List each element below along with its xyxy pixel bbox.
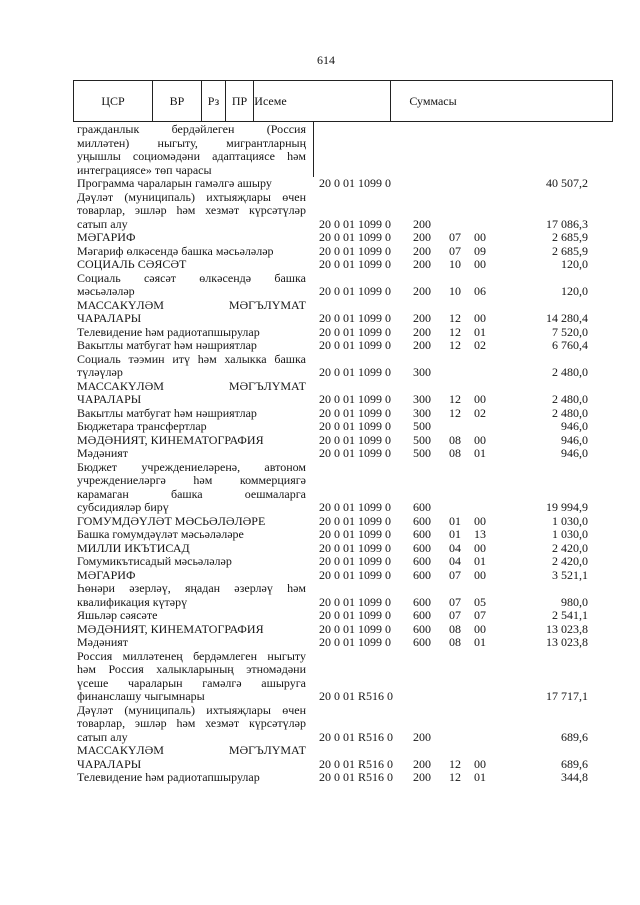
row-name-line: товарлар, эшләр һәм хезмәт күрсәтүләр	[77, 716, 306, 730]
table-row	[0, 650, 640, 704]
table-row	[0, 177, 640, 191]
row-section-code: 07	[449, 230, 461, 244]
row-section-code: 12	[449, 405, 461, 420]
row-vr-code: 600	[413, 554, 431, 568]
row-vr-code: 600	[413, 635, 431, 649]
row-csr-code: 20 0 01 1099 0	[319, 567, 391, 582]
row-name-line: Мәгариф өлкәсендә башка мәсьәләләр	[77, 243, 274, 258]
row-amount: 980,0	[561, 594, 588, 609]
row-amount: 1 030,0	[552, 513, 588, 528]
row-name	[77, 339, 306, 353]
row-name-line: Мәдәният	[77, 635, 129, 649]
row-name-line: ЧАРАЛАРЫ	[77, 392, 142, 406]
row-amount: 13 023,8	[546, 635, 588, 649]
row-name-line: һәм Россия халыкларының этномәдәни	[77, 662, 306, 676]
table-row	[0, 623, 640, 637]
table-row	[0, 609, 640, 623]
row-amount: 946,0	[561, 432, 588, 447]
row-name	[77, 542, 306, 556]
row-name	[77, 515, 306, 529]
row-csr-code: 20 0 01 1099 0	[319, 635, 391, 649]
row-vr-code: 600	[413, 527, 431, 541]
row-name-line: интеграциясе» төп чарасы	[77, 162, 212, 177]
row-vr-code: 600	[413, 594, 431, 609]
row-name	[77, 623, 306, 637]
row-name	[77, 231, 306, 245]
row-subsection-code: 09	[474, 243, 486, 258]
row-csr-code: 20 0 01 1099 0	[319, 230, 391, 244]
row-name-line: финанслашу чыгымнары	[77, 689, 205, 703]
row-vr-code: 200	[413, 324, 431, 339]
table-row	[0, 407, 640, 421]
row-amount: 689,6	[561, 756, 588, 771]
row-vr-code: 500	[413, 446, 431, 460]
row-csr-code: 20 0 01 R516 0	[319, 756, 394, 771]
table-header	[73, 80, 613, 122]
row-amount: 2 480,0	[552, 405, 588, 420]
header-csr: ЦСР	[74, 81, 153, 121]
row-section-code: 12	[449, 770, 461, 784]
row-subsection-code: 02	[474, 338, 486, 352]
row-name	[77, 447, 306, 461]
row-name-line: үсеше чараларын гамәлгә ашыруга	[77, 675, 306, 690]
table-row	[0, 461, 640, 515]
row-amount: 946,0	[561, 446, 588, 460]
row-name	[77, 555, 306, 569]
row-name-line: Бюджетара трансфертлар	[77, 419, 207, 433]
row-vr-code: 200	[413, 770, 431, 784]
row-vr-code: 600	[413, 567, 431, 582]
row-section-code: 10	[449, 284, 461, 298]
header-pr: ПР	[226, 81, 254, 121]
row-section-code: 08	[449, 432, 461, 447]
table-row	[0, 771, 640, 785]
row-name	[77, 609, 306, 623]
row-section-code: 04	[449, 540, 461, 555]
table-row	[0, 515, 640, 529]
row-amount: 2 541,1	[552, 608, 588, 622]
row-csr-code: 20 0 01 1099 0	[319, 284, 391, 298]
row-name-line: МӘГАРИФ	[77, 230, 136, 244]
row-name-line: Яшьләр сәясәте	[77, 608, 158, 622]
row-csr-code: 20 0 01 1099 0	[319, 554, 391, 568]
row-amount: 120,0	[561, 257, 588, 271]
table-row	[0, 272, 640, 299]
row-section-code: 12	[449, 324, 461, 339]
row-section-code: 12	[449, 392, 461, 406]
row-subsection-code: 00	[474, 567, 486, 582]
row-name	[77, 434, 306, 448]
row-csr-code: 20 0 01 R516 0	[319, 689, 394, 703]
row-name-line: Һөнәри әзерләү, яңадан әзерләү һәм	[77, 581, 306, 595]
row-vr-code: 300	[413, 365, 431, 379]
row-name	[77, 272, 306, 299]
row-name-line: Социаль сәясәт өлкәсендә башка	[77, 270, 306, 285]
row-name-line: Программа чараларын гамәлгә ашыру	[77, 176, 272, 190]
row-name	[77, 191, 306, 232]
row-subsection-code: 00	[474, 621, 486, 636]
table-body	[0, 123, 640, 785]
row-name-line: ЧАРАЛАРЫ	[77, 756, 142, 771]
row-name-line: Вакытлы матбугат һәм нәшриятлар	[77, 338, 257, 352]
row-name-line: Социаль тәэмин итү һәм халыкка башка	[77, 351, 306, 366]
row-subsection-code: 00	[474, 756, 486, 771]
row-subsection-code: 01	[474, 770, 486, 784]
row-vr-code: 500	[413, 419, 431, 433]
row-amount: 14 280,4	[546, 311, 588, 325]
row-name-line: Россия милләтенең бердәмлеген ныгыту	[77, 648, 306, 663]
row-csr-code: 20 0 01 R516 0	[319, 770, 394, 784]
row-subsection-code: 00	[474, 257, 486, 271]
row-subsection-code: 00	[474, 513, 486, 528]
row-name	[77, 407, 306, 421]
row-name	[77, 245, 306, 259]
row-csr-code: 20 0 01 1099 0	[319, 594, 391, 609]
row-amount: 1 030,0	[552, 527, 588, 541]
row-name-line: МАССАКҮЛӘМ МӘГЪЛҮМАТ	[77, 743, 306, 757]
row-name	[77, 744, 306, 771]
row-name	[77, 326, 306, 340]
row-name-line: Дәүләт (муниципаль) ихтыяҗлары өчен	[77, 702, 306, 717]
row-subsection-code: 13	[474, 527, 486, 541]
row-amount: 40 507,2	[546, 176, 588, 190]
table-row	[0, 339, 640, 353]
row-csr-code: 20 0 01 1099 0	[319, 324, 391, 339]
table-row	[0, 191, 640, 232]
row-name-line: Вакытлы матбугат һәм нәшриятлар	[77, 405, 257, 420]
header-vr: ВР	[153, 81, 202, 121]
page-number: 614	[317, 53, 335, 67]
row-name	[77, 569, 306, 583]
row-csr-code: 20 0 01 1099 0	[319, 608, 391, 622]
row-vr-code: 200	[413, 284, 431, 298]
row-subsection-code: 01	[474, 554, 486, 568]
row-amount: 3 521,1	[552, 567, 588, 582]
row-subsection-code: 00	[474, 540, 486, 555]
row-name	[77, 528, 306, 542]
row-name	[77, 299, 306, 326]
row-section-code: 04	[449, 554, 461, 568]
row-subsection-code: 06	[474, 284, 486, 298]
row-name-line: субсидияләр бирү	[77, 500, 169, 514]
table-row	[0, 704, 640, 745]
row-section-code: 10	[449, 257, 461, 271]
row-vr-code: 200	[413, 756, 431, 771]
row-name-line: СОЦИАЛЬ СӘЯСӘТ	[77, 257, 187, 271]
table-row	[0, 582, 640, 609]
row-name-line: МАССАКҮЛӘМ МӘГЪЛҮМАТ	[77, 378, 306, 393]
table-row	[0, 326, 640, 340]
row-csr-code: 20 0 01 1099 0	[319, 365, 391, 379]
row-subsection-code: 05	[474, 594, 486, 609]
row-name-line: уңышлы социомәдәни адаптациясе һәм	[77, 149, 306, 163]
row-name-line: Дәүләт (муниципаль) ихтыяҗлары өчен	[77, 189, 306, 204]
row-vr-code: 300	[413, 392, 431, 406]
row-section-code: 08	[449, 446, 461, 460]
row-amount: 6 760,4	[552, 338, 588, 352]
table-row	[0, 434, 640, 448]
table-row	[0, 636, 640, 650]
row-name-line: ЧАРАЛАРЫ	[77, 311, 142, 325]
row-name-line: Бюджет учреждениеләренә, автоном	[77, 459, 306, 474]
row-amount: 13 023,8	[546, 621, 588, 636]
row-section-code: 07	[449, 594, 461, 609]
row-name-line: карамаган башка оешмаларга	[77, 486, 306, 501]
row-vr-code: 600	[413, 540, 431, 555]
row-name	[77, 771, 306, 785]
row-amount: 17 086,3	[546, 216, 588, 231]
table-row	[0, 447, 640, 461]
row-subsection-code: 00	[474, 230, 486, 244]
row-name-line: учреждениеләргә һәм коммерциягә	[77, 473, 306, 487]
row-vr-code: 600	[413, 608, 431, 622]
row-vr-code: 500	[413, 432, 431, 447]
row-amount: 689,6	[561, 729, 588, 744]
row-name	[77, 582, 306, 609]
row-subsection-code: 01	[474, 324, 486, 339]
row-section-code: 07	[449, 567, 461, 582]
row-name-line: квалификация күтәрү	[77, 594, 188, 609]
table-row	[0, 245, 640, 259]
row-name-line: сатып алу	[77, 216, 128, 231]
row-vr-code: 600	[413, 500, 431, 514]
row-csr-code: 20 0 01 1099 0	[319, 432, 391, 447]
table-row	[0, 528, 640, 542]
row-name-line: сатып алу	[77, 729, 128, 744]
table-row	[0, 231, 640, 245]
row-section-code: 07	[449, 243, 461, 258]
row-name-line: МӘДӘНИЯТ, КИНЕМАТОГРАФИЯ	[77, 432, 264, 447]
row-name	[77, 461, 306, 515]
table-row	[0, 569, 640, 583]
row-subsection-code: 01	[474, 446, 486, 460]
row-name-line: Телевидение һәм радиотапшырулар	[77, 324, 260, 339]
row-amount: 344,8	[561, 770, 588, 784]
row-subsection-code: 01	[474, 635, 486, 649]
row-name	[77, 650, 306, 704]
row-vr-code: 300	[413, 405, 431, 420]
header-name: Исеме	[151, 81, 391, 121]
row-csr-code: 20 0 01 1099 0	[319, 405, 391, 420]
table-row	[0, 258, 640, 272]
row-name-line: Мәдәният	[77, 446, 129, 460]
row-name	[77, 636, 306, 650]
row-amount: 19 994,9	[546, 500, 588, 514]
row-name-line: гражданлык бердәйлеген (Россия	[77, 122, 306, 136]
table-row	[0, 555, 640, 569]
row-name	[77, 258, 306, 272]
row-vr-code: 200	[413, 257, 431, 271]
row-amount: 17 717,1	[546, 689, 588, 703]
row-name-line: милләтен) ныгыту, мигрантларның	[77, 135, 306, 150]
row-subsection-code: 07	[474, 608, 486, 622]
row-name-line: товарлар, эшләр һәм хезмәт күрсәтүләр	[77, 203, 306, 217]
row-amount: 2 480,0	[552, 365, 588, 379]
row-csr-code: 20 0 01 1099 0	[319, 446, 391, 460]
row-amount: 7 520,0	[552, 324, 588, 339]
row-name-line: түләүләр	[77, 365, 123, 379]
table-row	[0, 353, 640, 380]
row-section-code: 07	[449, 608, 461, 622]
row-csr-code: 20 0 01 1099 0	[319, 500, 391, 514]
row-name-line: Телевидение һәм радиотапшырулар	[77, 770, 260, 784]
row-csr-code: 20 0 01 1099 0	[319, 621, 391, 636]
row-amount: 946,0	[561, 419, 588, 433]
row-subsection-code: 00	[474, 432, 486, 447]
row-name-line: МИЛЛИ ИКЪТИСАД	[77, 540, 190, 555]
row-vr-code: 600	[413, 513, 431, 528]
table-row	[0, 420, 640, 434]
row-name-line: Башка гомумдәүләт мәсьәләләре	[77, 527, 244, 541]
row-subsection-code: 00	[474, 392, 486, 406]
row-name	[77, 420, 306, 434]
row-vr-code: 200	[413, 243, 431, 258]
row-name-line: ГОМУМДӘҮЛӘТ МӘСЬӘЛӘЛӘРЕ	[77, 513, 266, 528]
row-name	[77, 704, 306, 745]
row-csr-code: 20 0 01 1099 0	[319, 392, 391, 406]
table-row	[0, 744, 640, 771]
row-name-line: мәсьәләләр	[77, 284, 135, 298]
row-vr-code: 200	[413, 216, 431, 231]
row-name-line: МӘДӘНИЯТ, КИНЕМАТОГРАФИЯ	[77, 621, 264, 636]
row-csr-code: 20 0 01 1099 0	[319, 257, 391, 271]
row-name-line: МӘГАРИФ	[77, 567, 136, 582]
row-csr-code: 20 0 01 1099 0	[319, 216, 391, 231]
row-section-code: 12	[449, 311, 461, 325]
row-section-code: 01	[449, 513, 461, 528]
table-row	[0, 299, 640, 326]
row-section-code: 01	[449, 527, 461, 541]
row-amount: 2 685,9	[552, 230, 588, 244]
row-amount: 2 480,0	[552, 392, 588, 406]
row-vr-code: 600	[413, 621, 431, 636]
row-subsection-code: 00	[474, 311, 486, 325]
row-amount: 2 685,9	[552, 243, 588, 258]
row-section-code: 12	[449, 338, 461, 352]
row-name	[77, 380, 306, 407]
row-amount: 120,0	[561, 284, 588, 298]
row-vr-code: 200	[413, 729, 431, 744]
header-rz: Рз	[202, 81, 226, 121]
row-amount: 2 420,0	[552, 554, 588, 568]
row-csr-code: 20 0 01 1099 0	[319, 243, 391, 258]
row-name-line: Гомумикътисадый мәсьәләләр	[77, 554, 232, 568]
table-row	[0, 542, 640, 556]
row-section-code: 08	[449, 635, 461, 649]
row-section-code: 12	[449, 756, 461, 771]
row-name	[77, 177, 306, 191]
row-name-line: МАССАКҮЛӘМ МӘГЪЛҮМАТ	[77, 297, 306, 312]
row-subsection-code: 02	[474, 405, 486, 420]
row-csr-code: 20 0 01 1099 0	[319, 311, 391, 325]
row-vr-code: 200	[413, 338, 431, 352]
row-amount: 2 420,0	[552, 540, 588, 555]
row-vr-code: 200	[413, 230, 431, 244]
row-vr-code: 200	[413, 311, 431, 325]
row-csr-code: 20 0 01 1099 0	[319, 338, 391, 352]
header-sum: Суммасы	[409, 93, 457, 108]
row-csr-code: 20 0 01 R516 0	[319, 729, 394, 744]
row-csr-code: 20 0 01 1099 0	[319, 513, 391, 528]
table-row	[0, 123, 640, 177]
row-name	[77, 353, 306, 380]
row-csr-code: 20 0 01 1099 0	[319, 527, 391, 541]
table-row	[0, 380, 640, 407]
row-csr-code: 20 0 01 1099 0	[319, 176, 391, 190]
row-section-code: 08	[449, 621, 461, 636]
row-csr-code: 20 0 01 1099 0	[319, 419, 391, 433]
row-csr-code: 20 0 01 1099 0	[319, 540, 391, 555]
row-name	[77, 123, 306, 177]
